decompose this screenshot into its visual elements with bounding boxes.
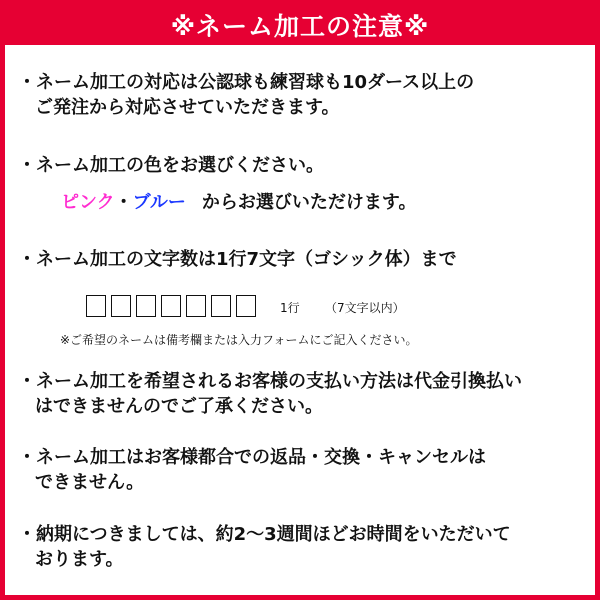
- item-3-line-1: ・ネーム加工の文字数は1行7文字（ゴシック体）まで: [18, 249, 457, 270]
- item-5-line-2: できません。: [35, 472, 145, 493]
- item-4-line-1: ・ネーム加工を希望されるお客様の支払い方法は代金引換払い: [18, 371, 522, 392]
- color-separator: ・: [114, 192, 133, 213]
- char-box: [136, 295, 156, 317]
- item-6-line-1: ・納期につきましては、約2～3週間ほどお時間をいただいて: [18, 524, 511, 545]
- item-5-line-1: ・ネーム加工はお客様都合での返品・交換・キャンセルは: [18, 447, 486, 468]
- item-6-line-2: おります。: [35, 549, 124, 570]
- item-1-line-2: ご発注から対応させていただきます。: [35, 97, 340, 118]
- item-1-line-1: ・ネーム加工の対応は公認球も練習球も10ダース以上の: [18, 72, 475, 93]
- line-label: 1行: [280, 301, 300, 315]
- color-pink-label: ピンク: [61, 192, 115, 213]
- char-box: [161, 295, 181, 317]
- char-box: [211, 295, 231, 317]
- form-note: ※ご希望のネームは備考欄または入力フォームにご記入ください。: [60, 333, 418, 347]
- header-title: ※ネーム加工の注意※: [5, 5, 595, 45]
- item-2-line-1: ・ネーム加工の色をお選びください。: [18, 155, 324, 176]
- char-box: [111, 295, 131, 317]
- limit-note: （7文字以内）: [325, 301, 405, 315]
- char-box: [186, 295, 206, 317]
- item-4-line-2: はできませんのでご了承ください。: [35, 396, 323, 417]
- color-choice-suffix: からお選びいただけます。: [201, 192, 417, 213]
- name-char-boxes: [86, 295, 256, 317]
- char-box: [236, 295, 256, 317]
- char-box: [86, 295, 106, 317]
- color-blue-label: ブルー: [132, 192, 186, 213]
- color-choice-row: [61, 191, 416, 215]
